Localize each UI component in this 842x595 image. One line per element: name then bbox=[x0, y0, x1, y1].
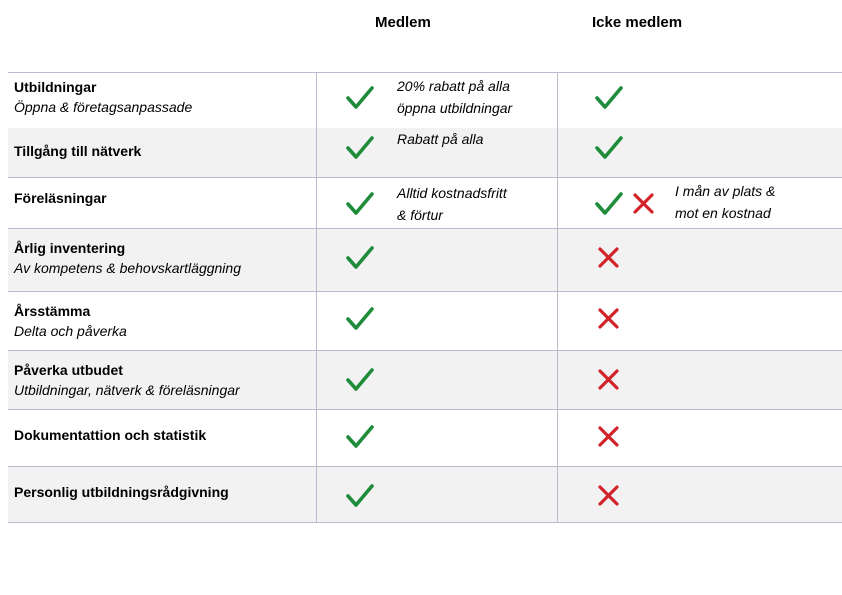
row-title: Påverka utbudet bbox=[14, 362, 123, 378]
member-column-header: Medlem bbox=[375, 14, 431, 31]
table-row bbox=[8, 178, 842, 229]
non-member-note-line: I mån av plats & bbox=[675, 183, 776, 199]
column-divider-non-member bbox=[557, 72, 558, 523]
member-checkmark-icon bbox=[345, 189, 375, 219]
non-member-checkmark-icon bbox=[594, 133, 624, 163]
member-note-line: 20% rabatt på alla bbox=[397, 78, 510, 94]
member-checkmark-icon bbox=[345, 422, 375, 452]
member-note-line: Rabatt på alla bbox=[397, 131, 484, 147]
table-row bbox=[8, 229, 842, 292]
table-row bbox=[8, 351, 842, 410]
non-member-cross-icon bbox=[594, 422, 624, 452]
member-checkmark-icon bbox=[345, 243, 375, 273]
column-divider-member bbox=[316, 72, 317, 523]
row-title: Dokumentattion och statistik bbox=[14, 427, 207, 443]
row-title: Personlig utbildningsrådgivning bbox=[14, 484, 229, 500]
row-title: Utbildningar bbox=[14, 79, 97, 95]
row-subtitle: Av kompetens & behovskartläggning bbox=[14, 260, 241, 276]
table-row bbox=[8, 467, 842, 523]
table-row bbox=[8, 128, 842, 178]
member-note-line: Alltid kostnadsfritt bbox=[397, 185, 507, 201]
member-checkmark-icon bbox=[345, 304, 375, 334]
row-title: Föreläsningar bbox=[14, 190, 107, 206]
non-member-checkmark-icon bbox=[594, 189, 624, 219]
non-member-checkmark-icon bbox=[594, 83, 624, 113]
member-checkmark-icon bbox=[345, 83, 375, 113]
non-member-column-header: Icke medlem bbox=[592, 14, 683, 31]
member-checkmark-icon bbox=[345, 481, 375, 511]
non-member-note-line: mot en kostnad bbox=[675, 205, 771, 221]
row-title: Tillgång till nätverk bbox=[14, 143, 142, 159]
non-member-cross-icon bbox=[594, 365, 624, 395]
table-row bbox=[8, 292, 842, 351]
member-note-line: öppna utbildningar bbox=[397, 100, 513, 116]
table-row bbox=[8, 410, 842, 467]
row-subtitle: Öppna & företagsanpassade bbox=[14, 99, 193, 115]
table-row bbox=[8, 72, 842, 129]
row-subtitle: Delta och påverka bbox=[14, 323, 127, 339]
row-title: Årlig inventering bbox=[14, 240, 126, 256]
non-member-cross-icon bbox=[594, 243, 624, 273]
member-note-line: & förtur bbox=[397, 207, 443, 223]
member-checkmark-icon bbox=[345, 133, 375, 163]
row-title: Årsstämma bbox=[14, 303, 91, 319]
non-member-cross-icon bbox=[594, 481, 624, 511]
row-subtitle: Utbildningar, nätverk & föreläsningar bbox=[14, 382, 240, 398]
non-member-cross-icon bbox=[594, 304, 624, 334]
member-checkmark-icon bbox=[345, 365, 375, 395]
non-member-cross-icon bbox=[629, 189, 659, 219]
